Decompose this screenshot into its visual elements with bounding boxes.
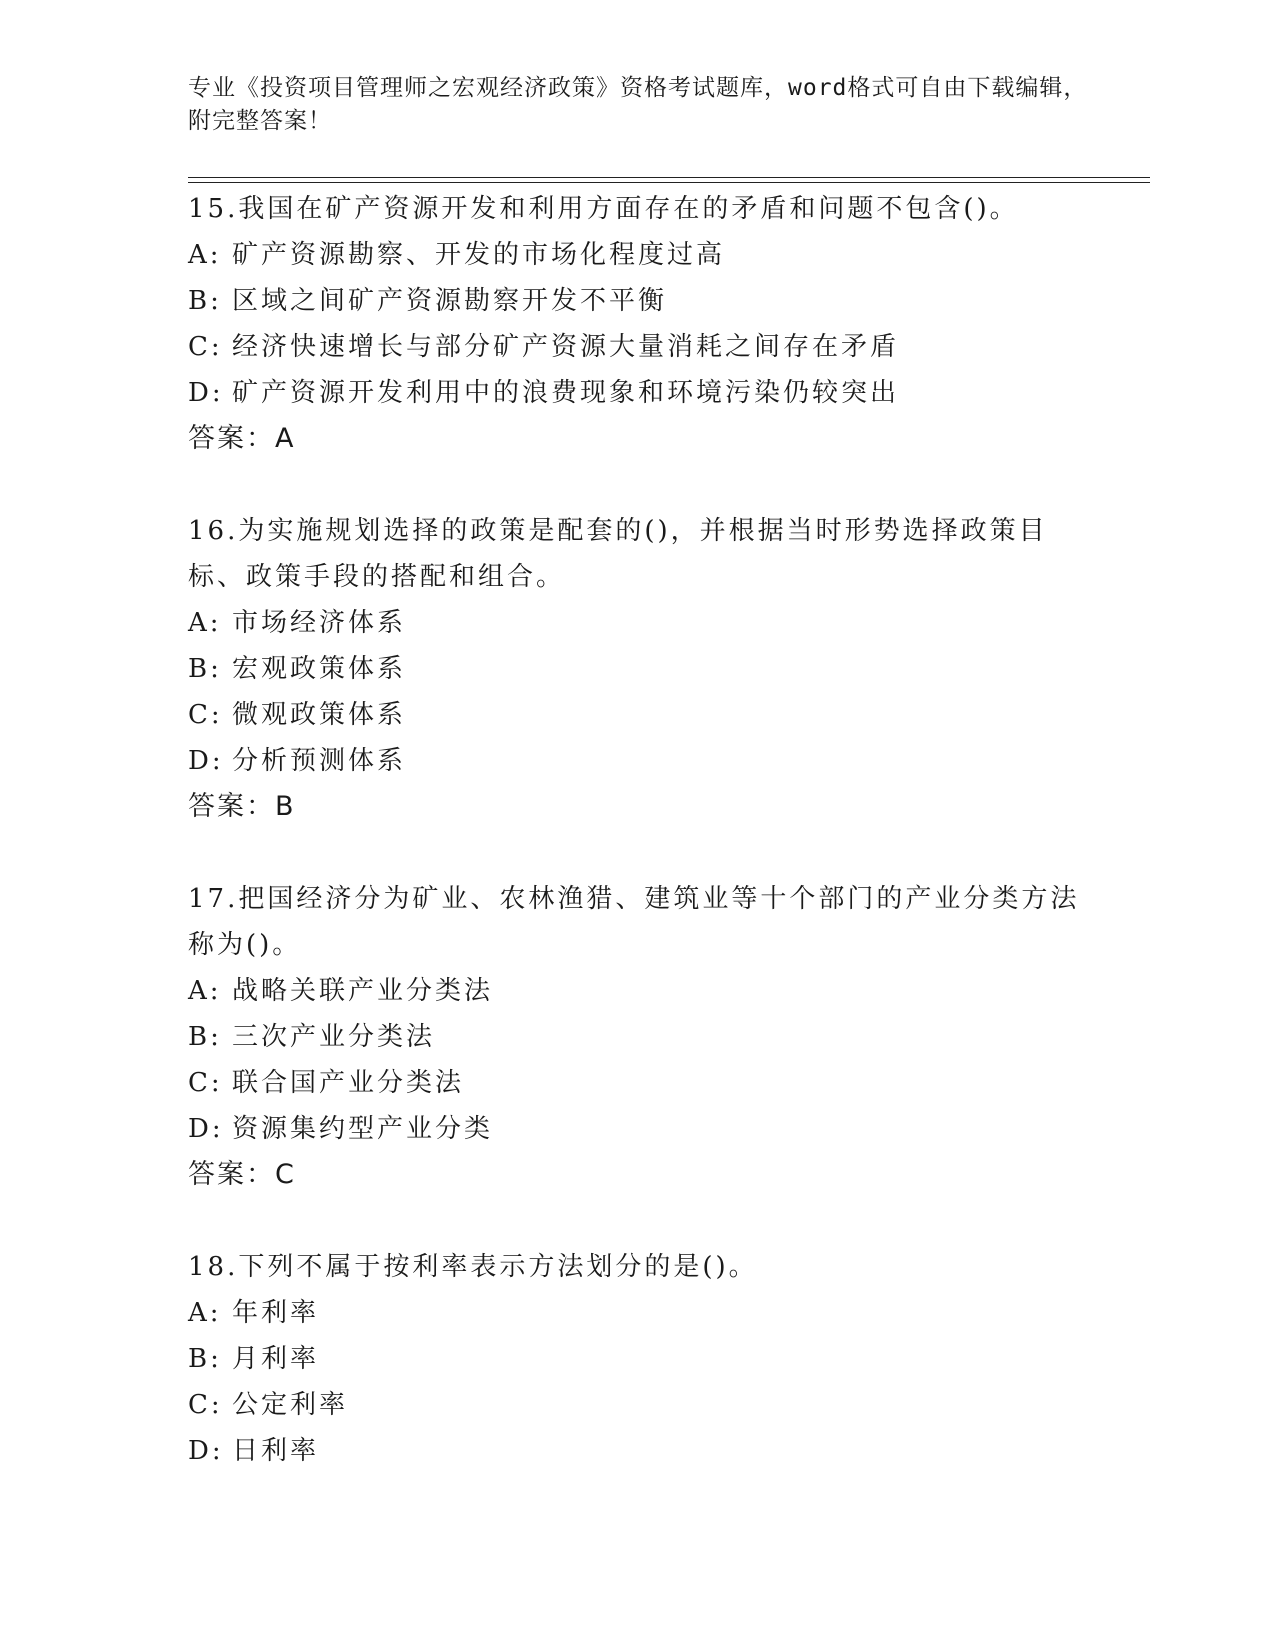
option-text: 矿产资源勘察、开发的市场化程度过高 — [232, 240, 726, 270]
option-d — [188, 370, 1088, 416]
option-key: C: — [188, 1390, 223, 1420]
question-spacer — [188, 830, 1088, 876]
option-text: 市场经济体系 — [232, 608, 407, 638]
document-header: 专业《投资项目管理师之宏观经济政策》资格考试题库，word格式可自由下载编辑，附完整答案！ — [188, 75, 1088, 134]
option-key: D: — [188, 746, 224, 776]
option-text: 年利率 — [232, 1298, 320, 1328]
option-text: 区域之间矿产资源勘察开发不平衡 — [232, 286, 668, 316]
option-key: A: — [188, 1298, 222, 1328]
question-item — [188, 186, 1088, 462]
option-c — [188, 1060, 1088, 1106]
question-item — [188, 1244, 1088, 1474]
option-a — [188, 968, 1088, 1014]
question-item — [188, 876, 1088, 1198]
option-text: 三次产业分类法 — [232, 1022, 436, 1052]
option-c — [188, 1382, 1088, 1428]
option-key: D: — [188, 1436, 224, 1466]
question-list — [188, 186, 1088, 1474]
option-text: 宏观政策体系 — [232, 654, 407, 684]
option-text: 微观政策体系 — [232, 700, 407, 730]
header-divider-top — [188, 177, 1150, 178]
option-key: C: — [188, 1068, 223, 1098]
option-text: 分析预测体系 — [232, 746, 407, 776]
option-text: 月利率 — [232, 1344, 320, 1374]
answer-line: 答案：A — [188, 423, 296, 454]
option-d — [188, 1428, 1088, 1474]
question-item — [188, 508, 1088, 830]
option-c — [188, 692, 1088, 738]
question-text: 18.下列不属于按利率表示方法划分的是()。 — [188, 1252, 758, 1282]
option-a — [188, 600, 1088, 646]
option-b — [188, 1014, 1088, 1060]
question-spacer — [188, 462, 1088, 508]
answer-line: 答案：B — [188, 791, 296, 822]
option-key: A: — [188, 976, 222, 1006]
question-text: 16.为实施规划选择的政策是配套的()，并根据当时形势选择政策目标、政策手段的搭配和组合。 — [188, 516, 1048, 592]
option-key: D: — [188, 378, 224, 408]
option-d — [188, 1106, 1088, 1152]
option-text: 公定利率 — [232, 1390, 349, 1420]
option-c — [188, 324, 1088, 370]
answer-line: 答案：C — [188, 1159, 296, 1190]
option-a — [188, 1290, 1088, 1336]
question-text: 15.我国在矿产资源开发和利用方面存在的矛盾和问题不包含()。 — [188, 194, 1019, 224]
option-key: D: — [188, 1114, 224, 1144]
option-text: 经济快速增长与部分矿产资源大量消耗之间存在矛盾 — [232, 332, 900, 362]
option-key: C: — [188, 700, 223, 730]
option-key: B: — [188, 1022, 222, 1052]
option-key: B: — [188, 654, 222, 684]
header-divider-bottom — [188, 182, 1150, 183]
option-text: 战略关联产业分类法 — [232, 976, 494, 1006]
question-text: 17.把国经济分为矿业、农林渔猎、建筑业等十个部门的产业分类方法称为()。 — [188, 884, 1080, 960]
question-spacer — [188, 1198, 1088, 1244]
option-text: 日利率 — [232, 1436, 320, 1466]
option-key: B: — [188, 286, 222, 316]
option-b — [188, 646, 1088, 692]
option-text: 矿产资源开发利用中的浪费现象和环境污染仍较突出 — [232, 378, 900, 408]
option-text: 资源集约型产业分类 — [232, 1114, 494, 1144]
option-key: B: — [188, 1344, 222, 1374]
option-key: A: — [188, 608, 222, 638]
option-b — [188, 1336, 1088, 1382]
option-key: C: — [188, 332, 223, 362]
option-d — [188, 738, 1088, 784]
option-b — [188, 278, 1088, 324]
option-key: A: — [188, 240, 222, 270]
option-a — [188, 232, 1088, 278]
option-text: 联合国产业分类法 — [232, 1068, 465, 1098]
